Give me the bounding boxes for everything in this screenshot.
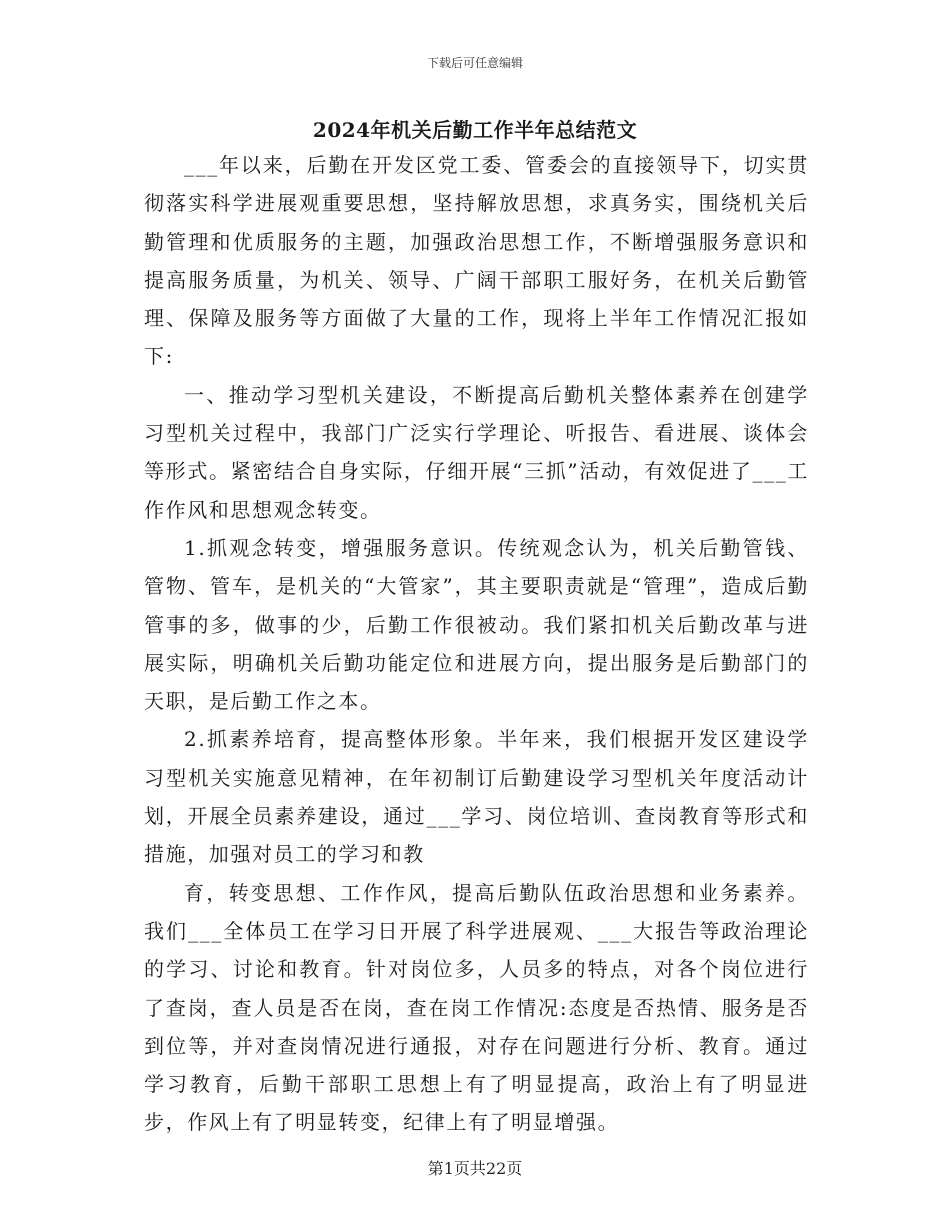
paragraph-item-1: 1.抓观念转变，增强服务意识。传统观念认为，机关后勤管钱、管物、管车，是机关的“大管家”，其主要职责就是“管理”，造成后勤管事的多，做事的少，后勤工作很被动。我们紧扣机关后勤改革与进展实际，明确机关后勤功能定位和进展方向，提出服务是后勤部门的天职，是后勤工作之本。 bbox=[144, 535, 809, 714]
document-body bbox=[144, 146, 809, 1142]
document-title: 2024年机关后勤工作半年总结范文 bbox=[312, 118, 638, 142]
paragraph-item-2: 2.抓素养培育，提高整体形象。半年来，我们根据开发区建设学习型机关实施意见精神，在年初制订后勤建设学习型机关年度活动计划，开展全员素养建设，通过___学习、岗位培训、查岗教育等形式和措施，加强对员工的学习和教 bbox=[144, 727, 809, 867]
paragraph-intro: ___年以来，后勤在开发区党工委、管委会的直接领导下，切实贯彻落实科学进展观重要思想，坚持解放思想，求真务实，围绕机关后勤管理和优质服务的主题，加强政治思想工作，不断增强服务意识和提高服务质量，为机关、领导、广阔干部职工服好务，在机关后勤管理、保障及服务等方面做了大量的工作，现将上半年工作情况汇报如下: bbox=[144, 153, 809, 369]
header-note: 下载后可任意编辑 bbox=[426, 56, 523, 70]
paragraph-section-1: 一、推动学习型机关建设，不断提高后勤机关整体素养在创建学习型机关过程中，我部门广泛实行学理论、听报告、看进展、谈体会等形式。紧密结合自身实际，仔细开展“三抓”活动，有效促进了___工作作风和思想观念转变。 bbox=[144, 382, 809, 522]
paragraph-item-2-continued: 育，转变思想、工作作风，提高后勤队伍政治思想和业务素养。我们___全体员工在学习日开展了科学进展观、___大报告等政治理论的学习、讨论和教育。针对岗位多，人员多的特点，对各个岗位进行了查岗，查人员是否在岗，查在岗工作情况:态度是否热情、服务是否到位等，并对查岗情况进行通报，对存在问题进行分析、教育。通过学习教育，后勤干部职工思想上有了明显提高，政治上有了明显进步，作风上有了明显转变，纪律上有了明显增强。 bbox=[144, 880, 809, 1135]
page-number: 第1页共22页 bbox=[427, 1159, 523, 1178]
